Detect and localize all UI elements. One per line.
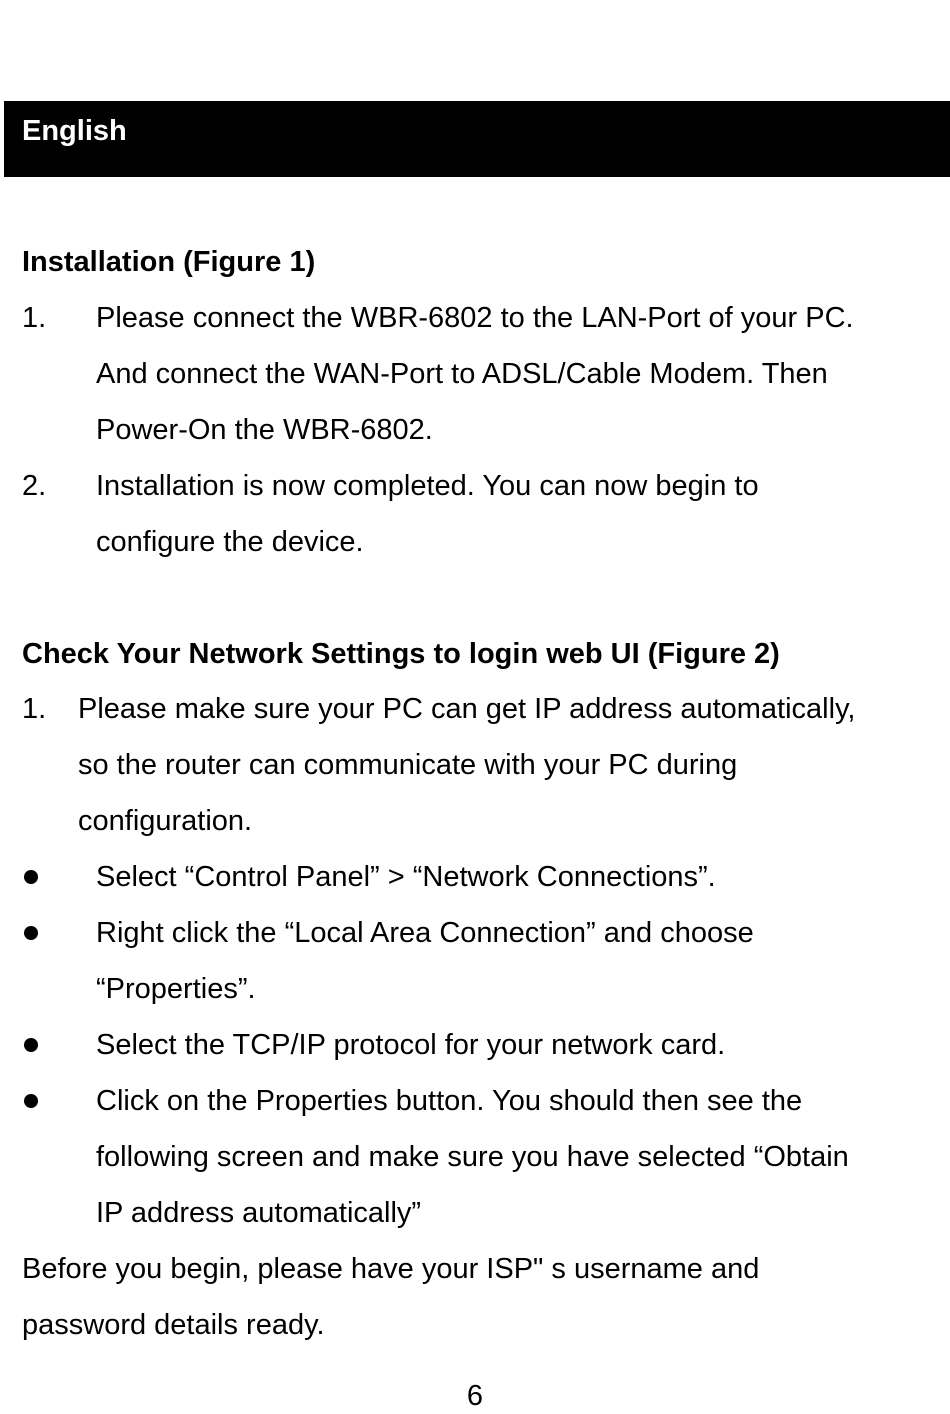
step-number: 1. — [22, 302, 47, 334]
bullet-text-line: Right click the “Local Area Connection” and choose — [96, 917, 754, 949]
language-title: English — [22, 115, 127, 147]
page-number: 6 — [466, 1380, 484, 1412]
bullet-dot-icon — [24, 870, 38, 884]
bullet-text-line: Select “Control Panel” > “Network Connections”. — [96, 861, 716, 893]
bullet-text-line: IP address automatically” — [96, 1197, 422, 1229]
bullet-dot-icon — [24, 926, 38, 940]
language-banner — [4, 101, 950, 177]
installation-heading: Installation (Figure 1) — [22, 246, 316, 278]
step-text-line: configure the device. — [96, 526, 364, 558]
step-number: 2. — [22, 470, 47, 502]
step-text-line: so the router can communicate with your PC during — [78, 749, 738, 781]
bullet-dot-icon — [24, 1094, 38, 1108]
network-settings-heading: Check Your Network Settings to login web UI (Figure 2) — [22, 638, 780, 670]
step-text-line: Please connect the WBR-6802 to the LAN-Port of your PC. — [96, 302, 854, 334]
note-text-line: password details ready. — [22, 1309, 325, 1341]
step-text-line: configuration. — [78, 805, 253, 837]
step-number: 1. — [22, 693, 47, 725]
step-text-line: And connect the WAN-Port to ADSL/Cable Modem. Then — [96, 358, 828, 390]
bullet-dot-icon — [24, 1038, 38, 1052]
note-text-line: Before you begin, please have your ISP" s username and — [22, 1253, 760, 1285]
bullet-text-line: “Properties”. — [96, 973, 256, 1005]
bullet-text-line: Click on the Properties button. You should then see the — [96, 1085, 803, 1117]
step-text-line: Power-On the WBR-6802. — [96, 414, 433, 446]
bullet-text-line: Select the TCP/IP protocol for your network card. — [96, 1029, 726, 1061]
step-text-line: Installation is now completed. You can now begin to — [96, 470, 759, 502]
step-text-line: Please make sure your PC can get IP address automatically, — [78, 693, 856, 725]
bullet-text-line: following screen and make sure you have selected “Obtain — [96, 1141, 849, 1173]
